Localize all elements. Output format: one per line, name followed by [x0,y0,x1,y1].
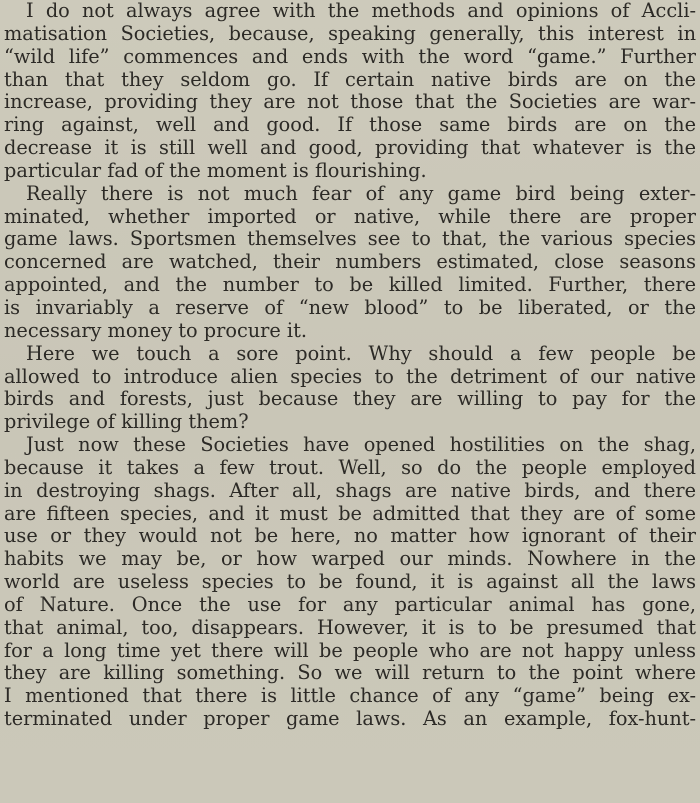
paragraph-1-line-3: “wild life” commences and ends with the word “game.” Further [4,45,696,68]
paragraph-1-line-8: particular fad of the moment is flourishing. [4,159,427,182]
paragraph-4-line-9: that animal, too, disappears. However, it is to be presumed that [4,616,696,639]
paragraph-1-line-4: than that they seldom go. If certain native birds are on the [4,68,696,91]
paragraph-3-line-3: birds and forests, just because they are willing to pay for the [4,388,696,411]
paragraph-3-line-2: allowed to introduce alien species to the detriment of our native [4,365,696,388]
paragraph-4-line-8: of Nature. Once the use for any particular animal has gone, [4,593,696,616]
paragraph-4-line-10: for a long time yet there will be people who are not happy unless [4,639,696,662]
paragraph-4-line-1: Just now these Societies have opened hostilities on the shag, [26,434,696,457]
paragraph-4-line-4: are fifteen species, and it must be admitted that they are of some [4,502,696,525]
paragraph-4-line-5: use or they would not be here, no matter how ignorant of their [4,525,696,548]
paragraph-4-line-2: because it takes a few trout. Well, so do the people employed [4,456,696,479]
paragraph-4-line-11: they are killing something. So we will return to the point where [4,662,696,685]
paragraph-3-line-4: privilege of killing them? [4,411,249,434]
paragraph-2-line-4: concerned are watched, their numbers estimated, close seasons [4,251,696,274]
paragraph-2-line-7: necessary money to procure it. [4,319,307,342]
paragraph-3-line-1: Here we touch a sore point. Why should a few people be [26,342,696,365]
paragraph-2-line-1: Really there is not much fear of any game bird being exter- [26,182,696,205]
paragraph-2-line-5: appointed, and the number to be killed limited. Further, there [4,274,696,297]
paragraph-4-line-3: in destroying shags. After all, shags are native birds, and there [4,479,696,502]
paragraph-1-line-6: ring against, well and good. If those same birds are on the [4,114,696,137]
article-text [4,0,696,731]
paragraph-1-line-5: increase, providing they are not those that the Societies are war- [4,91,696,114]
paragraph-2-line-3: game laws. Sportsmen themselves see to that, the various species [4,228,696,251]
paragraph-4-line-12: I mentioned that there is little chance of any “game” being ex- [4,685,696,708]
paragraph-4-line-7: world are useless species to be found, it is against all the laws [4,571,696,594]
paragraph-2-line-2: minated, whether imported or native, while there are proper [4,205,696,228]
paragraph-1-line-1: I do not always agree with the methods and opinions of Accli- [26,0,696,22]
paragraph-2-line-6: is invariably a reserve of “new blood” to be liberated, or the [4,296,696,319]
paragraph-1-line-2: matisation Societies, because, speaking generally, this interest in [4,22,696,45]
paragraph-1-line-7: decrease it is still well and good, providing that whatever is the [4,137,696,160]
paragraph-4-line-6: habits we may be, or how warped our minds. Nowhere in the [4,548,696,571]
paragraph-4-line-13: terminated under proper game laws. As an example, fox-hunt- [4,708,696,731]
